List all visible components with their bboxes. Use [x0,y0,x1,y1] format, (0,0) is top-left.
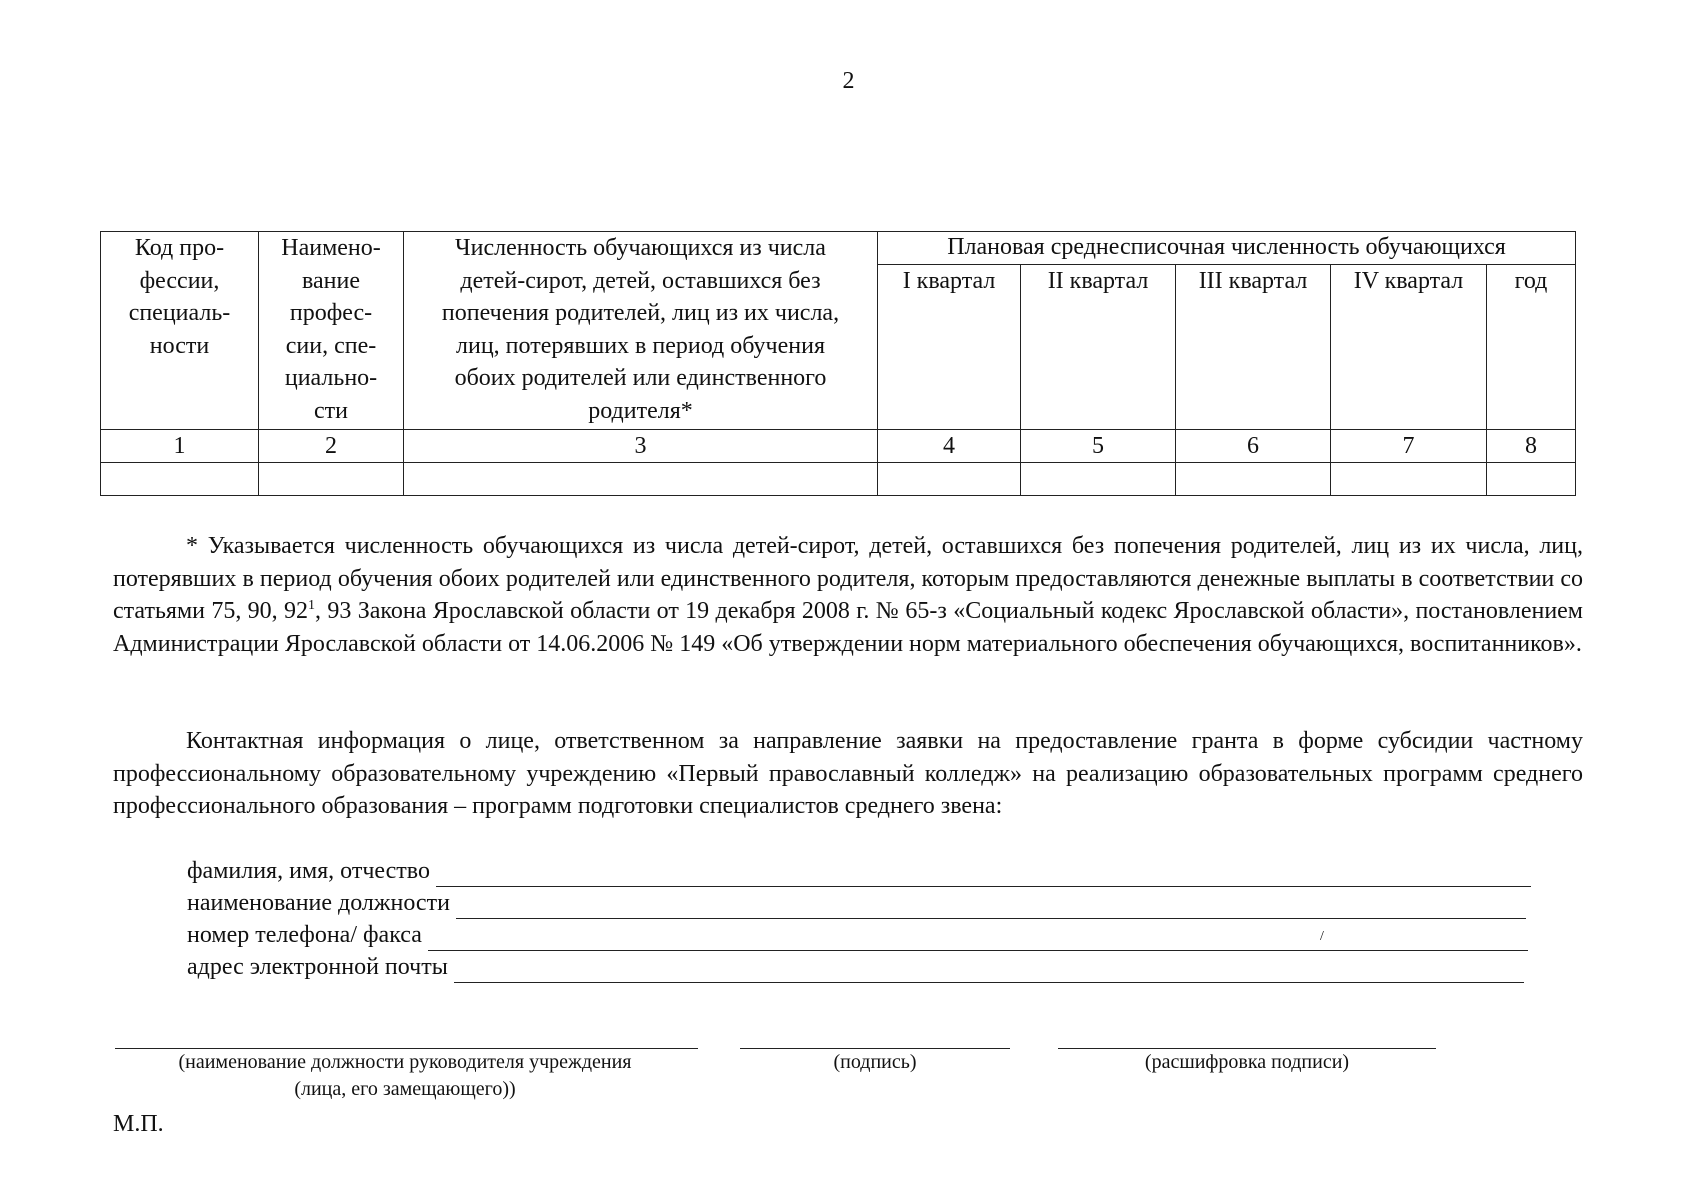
table-cell[interactable] [1331,463,1487,496]
position-field[interactable] [456,894,1526,919]
col-number: 4 [878,430,1021,463]
col-number: 2 [259,430,404,463]
contact-phone-line [187,919,1528,951]
contact-fio-line [187,855,1531,887]
table-cell[interactable] [878,463,1021,496]
enrollment-table [100,231,1576,496]
header-planned-average: Плановая среднесписочная численность обучающихся [878,232,1576,265]
contact-email-line [187,951,1524,983]
page-number: 2 [842,68,855,94]
header-year: год [1487,265,1576,430]
column-numbers-row [101,430,1576,463]
phone-label: номер телефона/ факса [187,922,422,948]
position-label: наименование должности [187,890,450,916]
table-cell[interactable] [1021,463,1176,496]
col-number: 6 [1176,430,1331,463]
fio-field[interactable] [436,862,1531,887]
header-profession-code: Код про- фессии, специаль- ности [101,232,259,430]
email-label: адрес электронной почты [187,954,448,980]
table-cell[interactable] [404,463,878,496]
col-number: 3 [404,430,878,463]
stamp-place: М.П. [113,1111,164,1137]
email-field[interactable] [454,958,1524,983]
phone-field[interactable] [428,926,1528,951]
header-q3: III квартал [1176,265,1331,430]
signature-decode-caption: (расшифровка подписи) [1144,1051,1350,1073]
table-cell[interactable] [1487,463,1576,496]
header-orphans-count: Численность обучающихся из числа детей-сирот, детей, оставшихся без попечения родителей, лиц из их числа, лиц, потерявших в период обучения обоих родителей или единственного родителя* [404,232,878,430]
table-cell[interactable] [101,463,259,496]
header-q2: II квартал [1021,265,1176,430]
head-position-caption: (наименование должности руководителя учреждения (лица, его замещающего)) [178,1051,632,1100]
fio-label: фамилия, имя, отчество [187,858,430,884]
stray-mark: / [1320,929,1324,944]
table-cell[interactable] [259,463,404,496]
col-number: 7 [1331,430,1487,463]
header-q4: IV квартал [1331,265,1487,430]
col-number: 1 [101,430,259,463]
table-cell[interactable] [1176,463,1331,496]
contact-position-line [187,887,1526,919]
footnote: * Указывается численность обучающихся из числа детей-сирот, детей, оставшихся без попечения родителей, лиц из их числа, лиц, потерявших в период обучения обоих родителей или единственного родителя, которым предоставляются денежные выплаты в соответствии со статьями 75, 90, $92^1$, 93 Закона Ярославской области от 19 декабря 2008 г. № 65-з «Социальный кодекс Ярославской области», постановлением Администрации Ярославской области от 14.06.2006 № 149 «Об утверждении норм материального обеспечения обучающихся, воспитанников». [113,533,1583,657]
signature-caption: (подпись) [833,1051,917,1073]
contact-intro: Контактная информация о лице, ответственном за направление заявки на предоставление гранта в форме субсидии частному профессиональному образовательному учреждению «Первый православный колледж» на реализацию образовательных программ среднего профессионального образования – программ подготовки специалистов среднего звена: [113,728,1583,819]
header-q1: I квартал [878,265,1021,430]
header-profession-name: Наимено- вание профес- сии, спе- циально- сти [259,232,404,430]
col-number: 8 [1487,430,1576,463]
col-number: 5 [1021,430,1176,463]
table-row [101,463,1576,496]
